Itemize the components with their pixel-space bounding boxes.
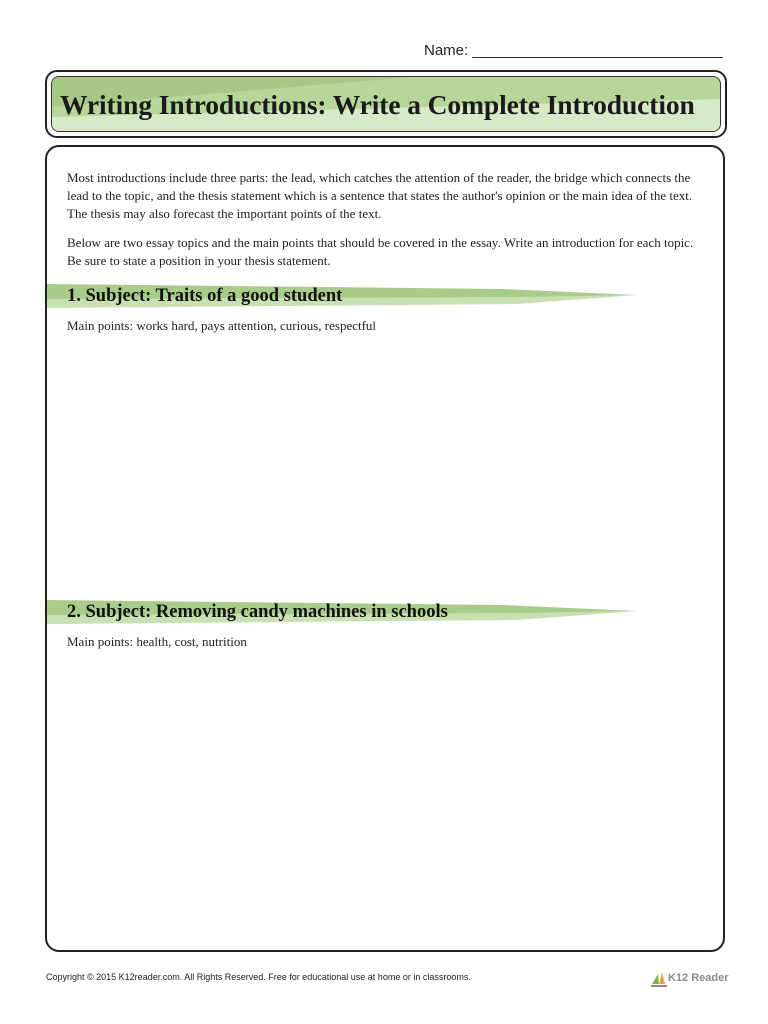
copyright-notice: Copyright © 2015 K12reader.com. All Rights Reserved. Free for educational use at home or in classrooms.	[46, 972, 471, 982]
subject-2-heading: 2. Subject: Removing candy machines in schools	[67, 602, 448, 622]
name-field-label: Name: ______________________________	[424, 42, 723, 59]
intro-paragraph-1: Most introductions include three parts: the lead, which catches the attention of the reader, the bridge which connects the lead to the topic, and the thesis statement which is a sentence that states the author's opinion or the main idea of the text. The thesis may also forecast the important points of the text.	[67, 170, 693, 222]
worksheet-body	[45, 145, 725, 952]
intro-paragraph-2: Below are two essay topics and the main points that should be covered in the essay. Write an introduction for each topic. Be sure to state a position in your thesis statement.	[67, 235, 694, 269]
k12reader-logo	[650, 970, 730, 990]
book-leaf-icon	[650, 970, 668, 988]
subject-1-main-points: Main points: works hard, pays attention, curious, respectful	[67, 318, 377, 333]
title-banner	[45, 70, 727, 138]
logo-text: K12 Reader	[668, 972, 729, 984]
subject-1-heading-band	[47, 284, 647, 308]
subject-2-heading-band	[47, 600, 647, 624]
subject-2-main-points: Main points: health, cost, nutrition	[67, 634, 247, 649]
page-title: Writing Introductions: Write a Complete Introduction	[60, 89, 695, 120]
subject-1-heading: 1. Subject: Traits of a good student	[67, 286, 343, 306]
title-banner-inner	[51, 76, 721, 132]
